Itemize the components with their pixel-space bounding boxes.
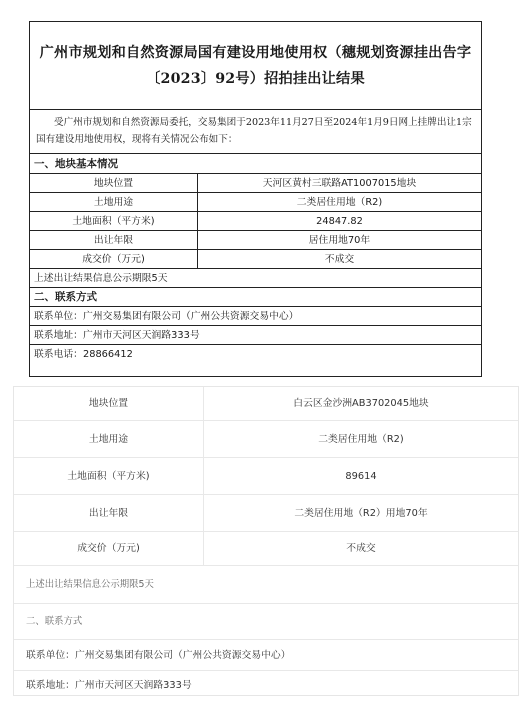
row-value: 二类居住用地（R2): [318, 434, 404, 445]
contact-unit: 联系单位：广州交易集团有限公司（广州公共资源交易中心）: [14, 640, 518, 671]
notice-title: 广州市规划和自然资源局国有建设用地使用权（穗规划资源挂出告字〔2023〕92号）招拍挂出让结果: [30, 22, 481, 110]
row-value: 白云区金沙洲AB3702045地块: [293, 398, 429, 409]
table-row-location: [30, 174, 481, 193]
contact-address: 联系地址：广州市天河区天润路333号: [26, 680, 192, 691]
section-heading-land-info: 一、地块基本情况: [30, 154, 481, 174]
row-label: 地块位置: [30, 174, 198, 192]
row-value: 不成交: [324, 254, 355, 265]
second-notice-table: [13, 386, 519, 696]
row-value: 天河区黄村三联路AT1007015地块: [262, 178, 417, 189]
row-value: 居住用地70年: [308, 235, 371, 246]
row-label: 成交价（万元): [30, 250, 198, 268]
table-row-location: [14, 387, 518, 421]
section-heading-contact: 二、联系方式: [14, 604, 518, 640]
publicity-period-notice: 上述出让结果信息公示期限5天: [30, 269, 481, 288]
table-row-deal-price: [30, 250, 481, 269]
row-label: 土地用途: [14, 421, 204, 457]
contact-phone: 联系电话：28866412: [34, 349, 133, 360]
table-row-land-area: [30, 212, 481, 231]
row-value: 不成交: [346, 543, 376, 554]
row-value: 89614: [345, 471, 377, 482]
row-value: 24847.82: [316, 216, 363, 227]
row-label: 出让年限: [14, 495, 204, 531]
table-row-land-use: [14, 421, 518, 458]
row-label: 土地面积（平方米): [14, 458, 204, 494]
table-row-lease-term: [14, 495, 518, 532]
table-row-land-area: [14, 458, 518, 495]
table-row-lease-term: [30, 231, 481, 250]
row-label: 地块位置: [14, 387, 204, 420]
row-label: 成交价（万元): [14, 532, 204, 565]
row-label: 土地用途: [30, 193, 198, 211]
publicity-period-notice: 上述出让结果信息公示期限5天: [14, 566, 518, 604]
result-notice-document: [29, 21, 482, 377]
table-row-deal-price: [14, 532, 518, 566]
row-label: 土地面积（平方米): [30, 212, 198, 230]
notice-intro-paragraph: 受广州市规划和自然资源局委托，交易集团于2023年11月27日至2024年1月9日网上挂牌出让1宗国有建设用地使用权，现将有关情况公布如下：: [30, 110, 481, 154]
table-row-land-use: [30, 193, 481, 212]
section-heading-contact: 二、联系方式: [30, 288, 481, 307]
row-label: 出让年限: [30, 231, 198, 249]
contact-unit: 联系单位：广州交易集团有限公司（广州公共资源交易中心）: [30, 307, 481, 326]
row-value: 二类居住用地（R2）用地70年: [294, 508, 428, 519]
contact-address: 联系地址：广州市天河区天润路333号: [30, 326, 481, 345]
row-value: 二类居住用地（R2): [296, 197, 383, 208]
